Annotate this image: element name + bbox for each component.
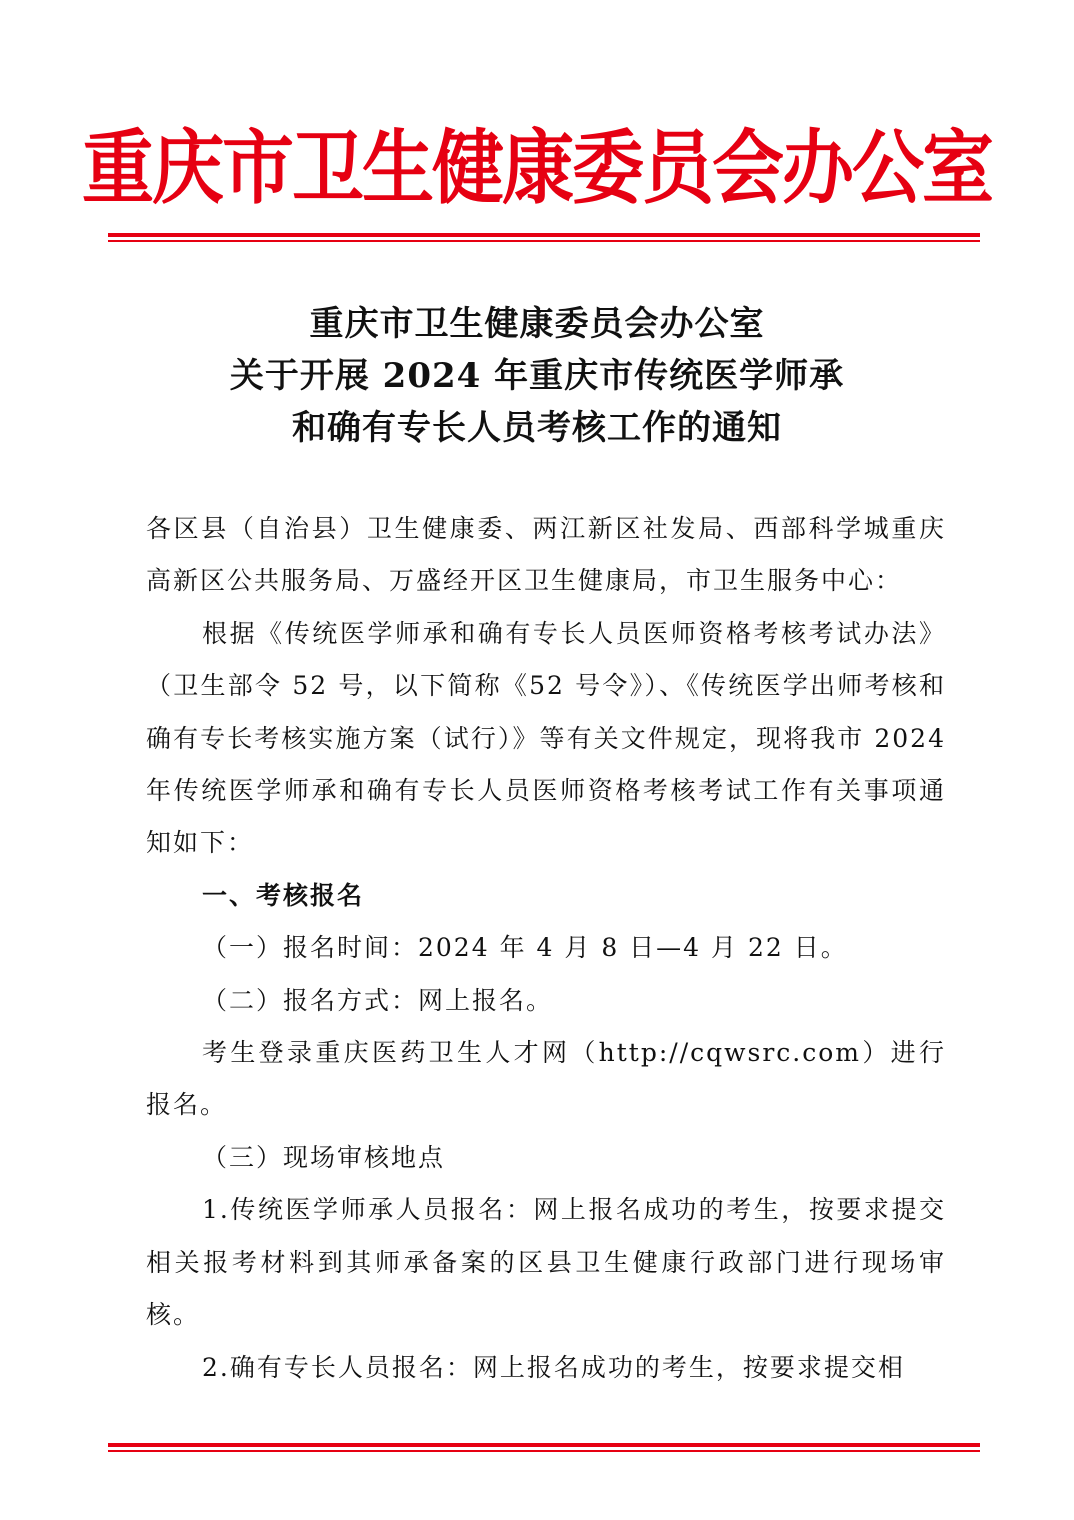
footer-red-rule: [108, 1443, 980, 1452]
letterhead-org-name: 重庆市卫生健康委员会办公室: [81, 120, 992, 216]
footer-rule-thin: [108, 1450, 980, 1452]
item-registration-method: （二）报名方式：网上报名。: [202, 985, 554, 1015]
item-registration-time: （一）报名时间：2024 年 4 月 8 日—4 月 22 日。: [202, 933, 848, 963]
document-title: [0, 298, 1074, 454]
title-line-2: 关于开展 2024 年重庆市传统医学师承: [229, 356, 845, 396]
point-apprentice-registration: 1.传统医学师承人员报名：网上报名成功的考生，按要求提交相关报考材料到其师承备案的区县卫生健康行政部门进行现场审核。: [146, 1195, 946, 1330]
section-heading-registration: 一、考核报名: [202, 880, 365, 910]
intro-paragraph: 根据《传统医学师承和确有专长人员医师资格考核考试办法》（卫生部令 52 号，以下简称《52 号令》）、《传统医学出师考核和确有专长考核实施方案（试行）》等有关文件规定，现将我市 2024 年传统医学师承和确有专长人员医师资格考核考试工作有关事项通知如下：: [146, 618, 946, 858]
title-line-1: 重庆市卫生健康委员会办公室: [309, 304, 765, 344]
addressee: 各区县（自治县）卫生健康委、两江新区社发局、西部科学城重庆高新区公共服务局、万盛经开区卫生健康局，市卫生服务中心：: [146, 514, 946, 596]
item-review-location: （三）现场审核地点: [202, 1142, 446, 1172]
title-line-3: 和确有专长人员考核工作的通知: [292, 408, 782, 448]
letterhead-red-rule: [108, 233, 980, 242]
document-body: [146, 503, 946, 1394]
registration-website-note: 考生登录重庆医药卫生人才网（http://cqwsrc.com）进行报名。: [146, 1038, 946, 1120]
red-rule-thin: [108, 240, 980, 242]
point-expertise-registration: 2.确有专长人员报名：网上报名成功的考生，按要求提交相: [202, 1352, 905, 1382]
